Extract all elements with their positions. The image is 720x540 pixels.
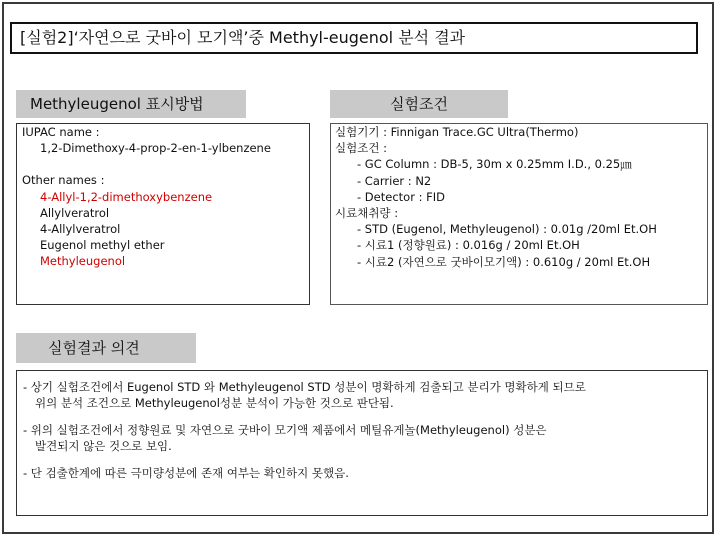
other-names-label: Other names : [22,173,105,188]
samples-list [335,221,707,270]
result-paragraph [23,422,707,455]
result-paragraph [23,379,707,412]
result-line-continued: 발견되지 않은 것으로 보임. [35,439,172,454]
conditions-panel [330,123,708,305]
result-panel [16,370,708,516]
condition-item: - Carrier : N2 [357,173,432,188]
conditions-list [335,156,707,205]
conditions-label: 실험조건 : [335,141,387,156]
other-name-item: Eugenol methyl ether [40,238,165,253]
result-line: - 상기 실험조건에서 Eugenol STD 와 Methyleugenol STD 성분이 명확하게 검출되고 분리가 명확하게 되므로 [23,380,586,394]
naming-panel [16,123,310,305]
other-name-item: 4-Allylveratrol [40,222,121,237]
iupac-label: IUPAC name : [22,125,100,139]
condition-item: - Detector : FID [357,189,445,204]
sample-item: - STD (Eugenol, Methyleugenol) : 0.01g /20ml Et.OH [357,222,657,237]
sample-item: - 시료2 (자연으로 굿바이모기액) : 0.610g / 20ml Et.OH [357,254,651,269]
result-line: - 위의 실험조건에서 정향원료 및 자연으로 굿바이 모기액 제품에서 메틸유게놀(Methyleugenol) 성분은 [23,422,547,437]
page-title: [실험2]‘자연으로 굿바이 모기액’중 Methyl-eugenol 분석 결과 [10,22,698,54]
method-heading: Methyleugenol 표시방법 [16,90,246,118]
result-heading: 실험결과 의견 [16,333,196,363]
instrument-line: 실험기기 : Finnigan Trace.GC Ultra(Thermo) [335,125,579,139]
other-name-item: Allylveratrol [40,205,110,220]
result-paragraph [23,465,707,481]
result-line-continued: 위의 분석 조건으로 Methyleugenol성분 분석이 가능한 것으로 판단됨. [35,396,394,411]
result-line: - 단 검출한계에 따른 극미량성분에 존재 여부는 확인하지 못했음. [23,465,349,480]
conditions-heading: 실험조건 [330,90,508,118]
iupac-value: 1,2-Dimethoxy-4-prop-2-en-1-ylbenzene [40,141,271,156]
other-name-item: 4-Allyl-1,2-dimethoxybenzene [40,189,213,204]
sample-item: - 시료1 (정향원료) : 0.016g / 20ml Et.OH [357,238,580,253]
other-names-list [22,189,309,270]
condition-item: - GC Column : DB-5, 30m x 0.25mm I.D., 0.25㎛ [357,157,632,172]
sample-label: 시료채취량 : [335,206,399,221]
other-name-item: Methyleugenol [40,254,126,269]
